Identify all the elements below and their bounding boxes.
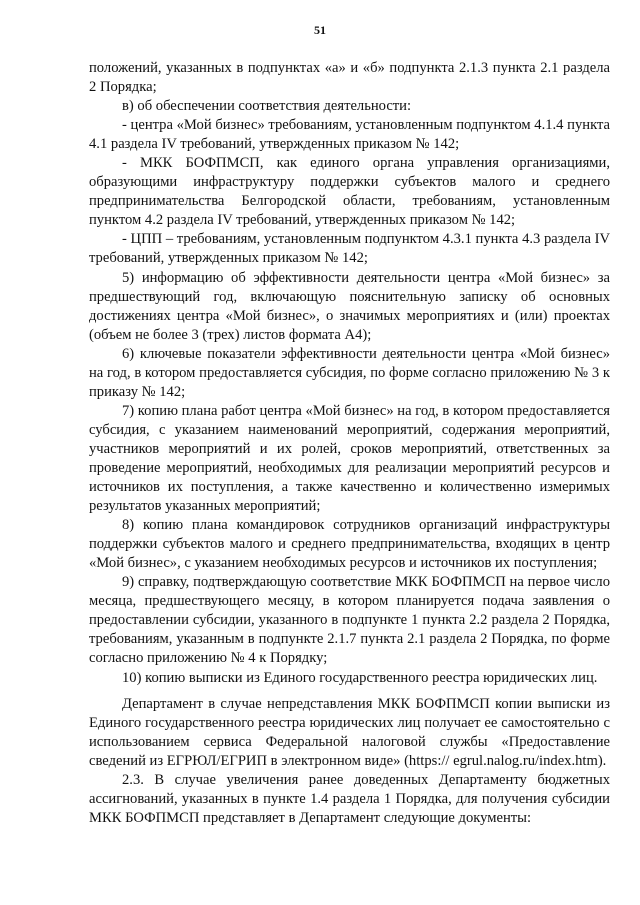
paragraph-mkk-bofpmsp: - МКК БОФПМСП, как единого органа управления организациями, образующими инфраструктуру поддержки субъектов малого и среднего предпринимательства Белгородской области, требованиям, установленным пунктом 4.2 раздела IV требований, утвержденных приказом № 142; xyxy=(89,155,610,229)
paragraph-center-my-business: - центра «Мой бизнес» требованиям, установленным подпунктом 4.1.4 пункта 4.1 раздела IV требований, утвержденных приказом № 142; xyxy=(89,117,610,153)
page-number: 51 xyxy=(314,23,326,37)
paragraph-department: Департамент в случае непредставления МКК БОФПМСП копии выписки из Единого государственного реестра юридических лиц получает ее самостоятельно с использованием сервиса Федеральной налоговой службы «Предоставление сведений из ЕГРЮЛ/ЕГРИП в электронном виде» (https:// egrul.nalog.ru/index.htm). xyxy=(89,695,610,769)
paragraph-item-8: 8) копию плана командировок сотрудников организаций инфраструктуры поддержки субъектов малого и среднего предпринимательства, входящих в центр «Мой бизнес», с указанием необходимых ресурсов и источников их поступления; xyxy=(89,517,610,572)
paragraph-item-6: 6) ключевые показатели эффективности деятельности центра «Мой бизнес» на год, в котором предоставляется субсидия, по форме согласно приложению № 3 к приказу № 142; xyxy=(89,345,610,400)
paragraph-section-2-3: 2.3. В случае увеличения ранее доведенных Департаменту бюджетных ассигнований, указанных в пункте 1.4 раздела 1 Порядка, для получения субсидии МКК БОФПМСП представляет в Департамент следующие документы: xyxy=(89,771,610,826)
paragraph-item-7: 7) копию плана работ центра «Мой бизнес» на год, в котором предоставляется субсидия, с указанием наименований мероприятий, содержания мероприятий, участников мероприятий и их ролей, сроков мероприятий, ответственных за проведение мероприятий, необходимых для реализации мероприятий ресурсов и источников их поступления, а также качественно и количественно измеримых результатов указанных мероприятий; xyxy=(89,402,611,515)
paragraph-cpp: - ЦПП – требованиям, установленным подпунктом 4.3.1 пункта 4.3 раздела IV требований, утвержденных приказом № 142; xyxy=(89,231,610,267)
paragraph-continuation: положений, указанных в подпунктах «а» и «б» подпункта 2.1.3 пункта 2.1 раздела 2 Порядка; xyxy=(89,60,610,96)
paragraph-item-10: 10) копию выписки из Единого государственного реестра юридических лиц. xyxy=(122,669,598,686)
paragraph-compliance-intro: в) об обеспечении соответствия деятельности: xyxy=(122,98,412,115)
paragraph-item-5: 5) информацию об эффективности деятельности центра «Мой бизнес» за предшествующий год, включающую пояснительную записку об основных достижениях центра «Мой бизнес», о значимых мероприятиях и (или) проектах (объем не более 3 (трех) листов формата А4); xyxy=(89,269,610,343)
document-body xyxy=(89,59,610,828)
paragraph-item-9: 9) справку, подтверждающую соответствие МКК БОФПМСП на первое число месяца, предшествующего месяцу, в котором планируется подача заявления о предоставлении субсидии, указанного в подпункте 1 пункта 2.2 раздела 2 Порядка, требованиям, указанным в подпункте 2.1.7 пункта 2.1 раздела 2 Порядка, по форме согласно приложению № 4 к Порядку; xyxy=(89,574,610,667)
